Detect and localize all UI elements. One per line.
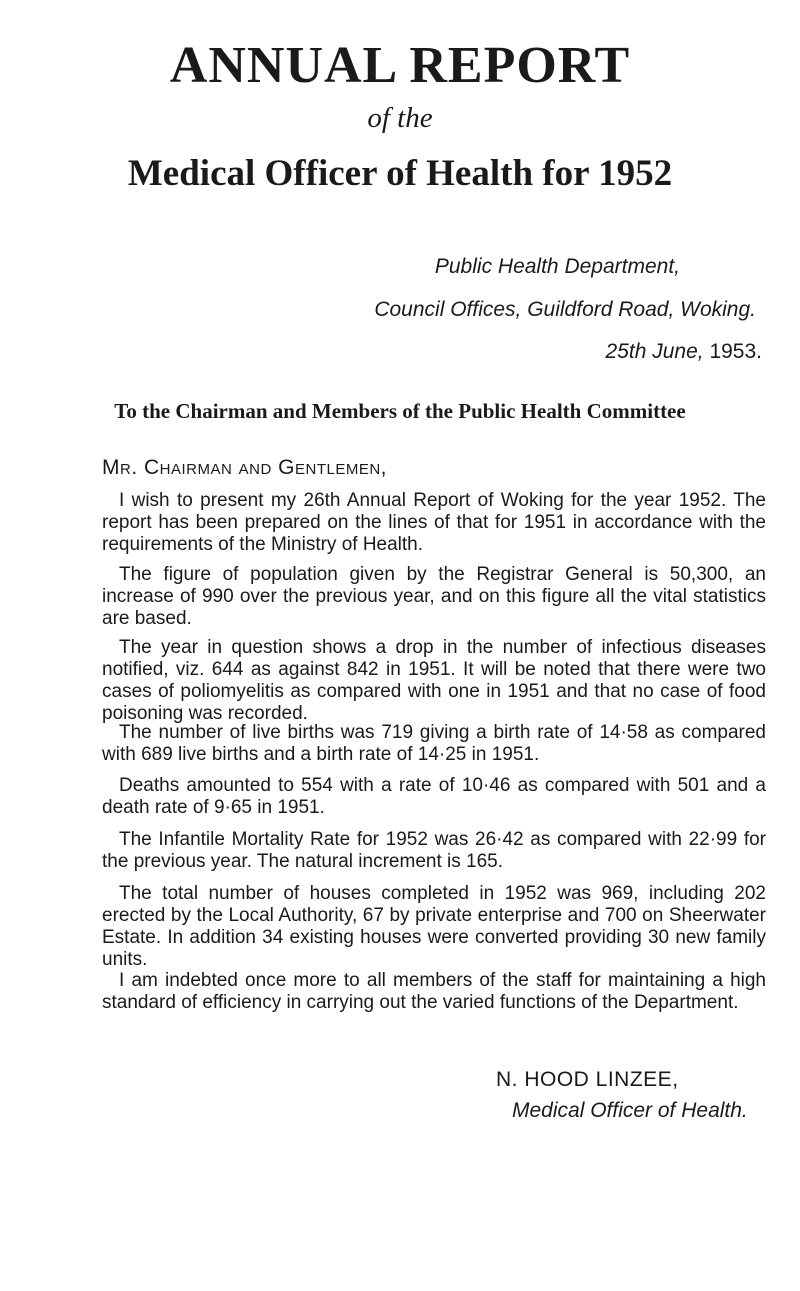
report-title: ANNUAL REPORT xyxy=(169,37,631,94)
paragraph-population: The figure of population given by the Registrar General is 50,300, an increase of 990 over the previous year, and on this figure all the vital statistics are based. xyxy=(102,564,766,629)
addressee-line: To the Chairman and Members of the Public Health Committee xyxy=(114,399,686,423)
signature-title: Medical Officer of Health. xyxy=(512,1099,748,1122)
paragraph-births: The number of live births was 719 giving a birth rate of 14·58 as compared with 689 live births and a birth rate of 14·25 in 1951. xyxy=(102,722,766,765)
address-offices: Council Offices, Guildford Road, Woking. xyxy=(374,298,756,321)
address-department: Public Health Department, xyxy=(434,255,680,278)
paragraph-acknowledgement: I am indebted once more to all members of the staff for maintaining a high standard of efficiency in carrying out the varied functions of the Department. xyxy=(102,970,766,1013)
address-date xyxy=(606,339,763,365)
salutation: Mr. Chairman and Gentlemen, xyxy=(102,456,388,479)
report-title-line2: Medical Officer of Health for 1952 xyxy=(127,153,673,194)
report-subtitle: of the xyxy=(367,102,433,134)
signature-name: N. HOOD LINZEE, xyxy=(496,1068,679,1091)
paragraph-housing: The total number of houses completed in 1952 was 969, including 202 erected by the Local Authority, 67 by private enterprise and 700 on Sheerwater Estate. In addition 34 existing houses were converted providing 30 new family units. xyxy=(102,883,766,970)
address-date-year: 1953. xyxy=(709,340,762,363)
paragraph-infant-mortality: The Infantile Mortality Rate for 1952 was 26·42 as compared with 22·99 for the previous year. The natural increment is 165. xyxy=(102,829,766,872)
paragraph-infectious-diseases: The year in question shows a drop in the number of infectious diseases notified, viz. 644 as against 842 in 1951. It will be noted that there were two cases of poliomyelitis as compared with one in 1951 and that no case of food poisoning was recorded. xyxy=(102,637,766,724)
address-date-day: 25th June, xyxy=(605,340,704,363)
paragraph-intro: I wish to present my 26th Annual Report of Woking for the year 1952. The report has been prepared on the lines of that for 1951 in accordance with the requirements of the Ministry of Health. xyxy=(102,490,766,555)
paragraph-deaths: Deaths amounted to 554 with a rate of 10·46 as compared with 501 and a death rate of 9·65 in 1951. xyxy=(102,775,766,818)
